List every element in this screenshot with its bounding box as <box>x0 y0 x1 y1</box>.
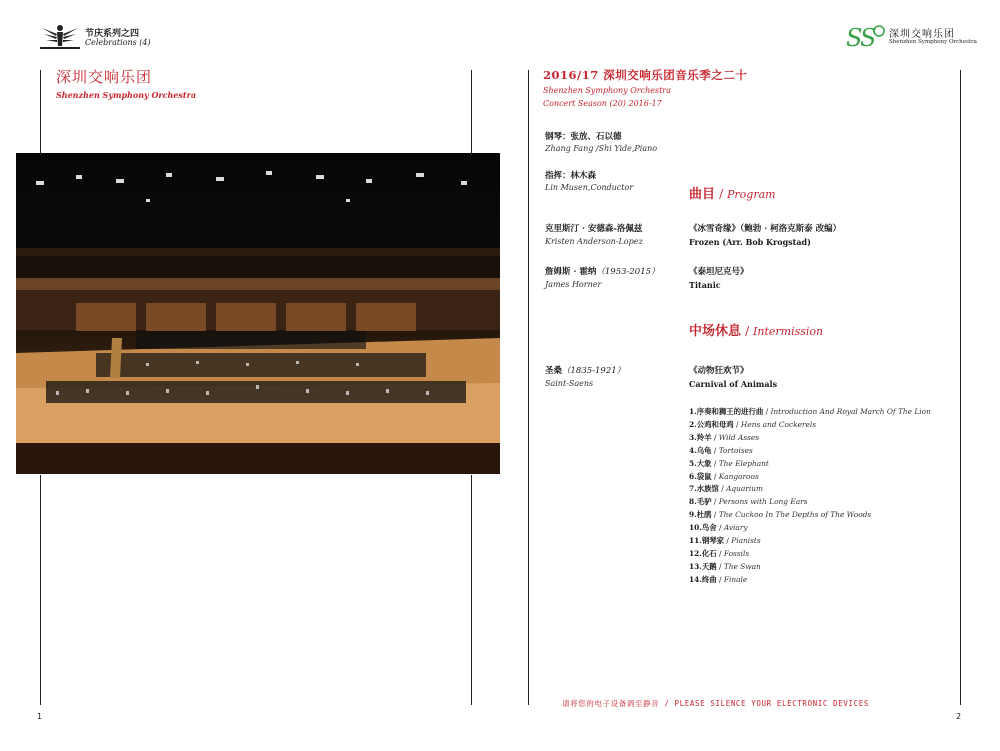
right-margin-line <box>960 70 961 705</box>
intermission-en: Intermission <box>753 325 824 338</box>
silence-devices-notice: 请将您的电子设备调至静音 / PLEASE SILENCE YOUR ELECTRONIC DEVICES <box>562 699 869 708</box>
work3-composer-cn: 圣桑 <box>545 366 563 376</box>
center-line-right <box>528 70 529 705</box>
orchestra-title-cn: 深圳交响乐团 <box>56 68 153 86</box>
program-heading <box>689 183 776 202</box>
center-line-left-bottom <box>471 475 472 705</box>
work1-title-cn: 《冰雪奇缘》（鲍勃 · 柯洛克斯泰 改编） <box>689 224 842 234</box>
left-page-number: 1 <box>37 712 43 721</box>
concert-hall-photo <box>16 153 500 474</box>
movement-list <box>689 406 931 587</box>
center-line-left-top <box>471 70 472 153</box>
list-item: 6.袋鼠 / Kangaroos <box>689 471 759 481</box>
logo-name-cn: 深圳交响乐团 <box>889 29 955 40</box>
work2-composer-en: James Horner <box>545 280 602 289</box>
header-series-en: Celebrations (4) <box>85 38 151 47</box>
performer-piano-en: Zhang Fang /Shi Yide,Piano <box>545 144 658 153</box>
svg-text:S: S <box>846 24 863 50</box>
list-item: 11.钢琴家 / Pianists <box>689 536 761 546</box>
list-item: 12.化石 / Fossils <box>689 548 750 558</box>
list-item: 5.大象 / The Elephant <box>689 458 769 468</box>
season-title-en-2: Concert Season (20) 2016-17 <box>543 99 662 108</box>
intermission-divider: / <box>745 324 754 338</box>
work2-composer-cn: 詹姆斯 · 霍纳 <box>545 267 597 277</box>
list-item: 14.终曲 / Finale <box>689 574 748 584</box>
header-series-cn: 节庆系列之四 <box>85 29 140 39</box>
program-divider: / <box>719 187 728 201</box>
performer-conductor-en: Lin Musen,Conductor <box>545 183 634 192</box>
right-page-number: 2 <box>956 712 962 721</box>
logo-name-en: Shenzhen Symphony Orchestra <box>889 39 977 45</box>
list-item: 10.鸟舍 / Aviary <box>689 523 748 533</box>
sso-logo-icon <box>846 20 886 50</box>
celebrations-emblem-icon <box>40 24 80 50</box>
list-item: 3.羚羊 / Wild Asses <box>689 432 760 442</box>
work3-title-en: Carnival of Animals <box>689 379 778 389</box>
list-item: 2.公鸡和母鸡 / Hens and Cockerels <box>689 419 817 429</box>
program-heading-cn: 曲目 <box>689 187 716 202</box>
left-margin-line-bottom <box>40 475 41 705</box>
season-title: 2016/17 深圳交响乐团音乐季之二十 <box>543 68 748 82</box>
work3-composer-years: （1835-1921） <box>562 366 626 376</box>
intermission-cn: 中场休息 <box>689 324 742 339</box>
program-heading-en: Program <box>727 188 776 201</box>
list-item: 7.水族馆 / Aquarium <box>689 484 763 494</box>
work2-composer <box>545 265 660 277</box>
work2-composer-years: （1953-2015） <box>596 267 660 277</box>
svg-text:S: S <box>860 24 877 50</box>
season-title-en-1: Shenzhen Symphony Orchestra <box>543 86 671 95</box>
list-item: 1.序奏和狮王的进行曲 / Introduction And Royal March Of The Lion <box>689 407 931 416</box>
list-item: 8.毛驴 / Persons with Long Ears <box>689 497 808 507</box>
work3-title-cn: 《动物狂欢节》 <box>689 366 749 376</box>
orchestra-title-en: Shenzhen Symphony Orchestra <box>56 90 196 100</box>
work2-title-en: Titanic <box>689 280 721 290</box>
work1-composer-cn: 克里斯汀 · 安德森-洛佩兹 <box>545 224 643 234</box>
performer-piano-cn: 钢琴：张放、石以德 <box>545 132 622 142</box>
work2-title-cn: 《泰坦尼克号》 <box>689 267 749 277</box>
list-item: 4.乌龟 / Tortoises <box>689 445 753 455</box>
list-item: 9.杜鹃 / The Cuckoo In The Depths of The Woods <box>689 510 872 520</box>
left-margin-line-top <box>40 70 41 153</box>
work1-title-en: Frozen (Arr. Bob Krogstad) <box>689 237 811 247</box>
performer-conductor-cn: 指挥：林木森 <box>545 171 597 181</box>
work1-composer-en: Kristen Anderson-Lopez <box>545 237 643 246</box>
list-item: 13.天鹅 / The Swan <box>689 561 761 571</box>
work3-composer-en: Saint-Saens <box>545 379 594 388</box>
work3-composer <box>545 364 625 376</box>
intermission-heading <box>689 320 823 339</box>
